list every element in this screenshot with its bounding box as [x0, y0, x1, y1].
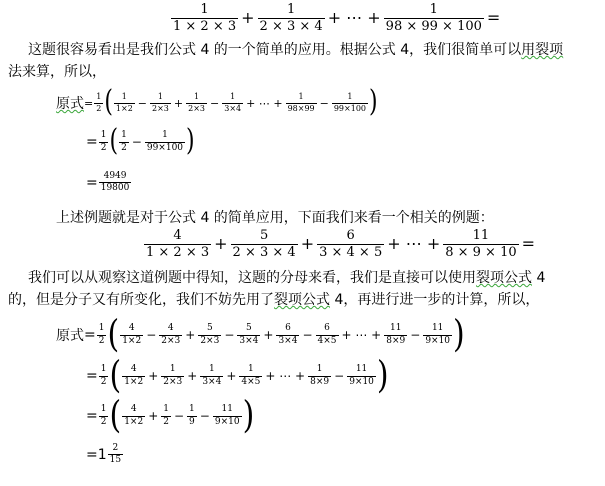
- numerator: 1: [157, 92, 163, 102]
- half: $\frac{1}{2}$: [100, 404, 107, 427]
- eq1-term-1: $\frac{1}{1 \times 2 \times 3}$: [173, 2, 237, 34]
- denominator: 2×3: [163, 376, 183, 387]
- operator: −: [334, 369, 345, 383]
- numerator: 4: [128, 323, 135, 334]
- denominator: 4×5: [241, 376, 261, 387]
- step-2-term-b: $\frac{1}{99\times 100}$: [146, 130, 184, 153]
- numerator: 1: [163, 404, 169, 415]
- half: $\frac{1}{2}$: [100, 364, 107, 387]
- fraction-term: [213, 405, 242, 427]
- fraction-term: [159, 324, 182, 346]
- operator: −: [210, 96, 220, 110]
- operator: −: [410, 328, 421, 342]
- fraction-term: [276, 324, 299, 346]
- operator: −: [199, 409, 210, 423]
- numerator: 5: [206, 323, 213, 334]
- fraction-term: [114, 93, 135, 113]
- step-4-terms: [119, 324, 453, 346]
- fraction-term: [122, 405, 145, 427]
- operator: +: [148, 369, 159, 383]
- numerator: 6: [285, 323, 291, 334]
- denominator: 2×3: [152, 103, 169, 113]
- numerator: 1: [169, 364, 176, 375]
- step-6: = $\frac{1}{2}$ ( $\frac{4}{1\times 2}$ + $\frac{1}{2}$ − $\frac{1}{9}$ − $\frac{11}{9\times 10}$ ): [86, 393, 255, 438]
- step-4: 原式 = $\frac{1}{2}$ ( $\frac{4}{1\times 2}$ − $\frac{4}{2\times 3}$ + $\frac{5}{2\times 3}$ − $\frac{5}{3\times 4}$ + $\frac{6}{3\times 4}$ − $\frac{6}{4\times 5}$ + ⋯ + $\frac{11}{8\times 9}$ − $\frac{11}{9\times 10}$ ): [56, 312, 465, 357]
- denominator: 3×4: [224, 103, 242, 113]
- eq2-term-1: $\frac{4}{1 \times 2 \times 3}$: [146, 228, 210, 260]
- numerator: 1: [121, 92, 127, 102]
- numerator: 1: [347, 92, 353, 102]
- denominator: 4×5: [317, 335, 337, 346]
- denominator: 9×10: [425, 335, 451, 346]
- operator: −: [302, 328, 313, 342]
- fraction-term: [120, 324, 143, 346]
- denominator: 9: [189, 416, 195, 427]
- fraction-term: [122, 365, 145, 387]
- denominator: 2×3: [200, 335, 220, 346]
- operator: + ⋯ +: [265, 369, 306, 383]
- operator: +: [173, 96, 184, 110]
- numerator: 1: [316, 364, 323, 375]
- operator: −: [173, 409, 185, 423]
- eq2-term-3: $\frac{6}{3 \times 4 \times 5}$: [319, 228, 383, 260]
- half: $\frac{1}{2}$: [96, 92, 102, 113]
- paragraph-3-line-1: 我们可以从观察这道例题中得知，这题的分母来看，我们是直接可以使用裂项公式 4: [28, 270, 546, 286]
- fraction-term: [187, 405, 197, 427]
- operator: +: [263, 328, 274, 342]
- denominator: 1×2: [115, 103, 133, 113]
- numerator: 1: [230, 92, 236, 102]
- fraction-term: [222, 93, 243, 113]
- paragraph-1-line-2: 法来算，所以，: [8, 64, 106, 80]
- numerator: 4: [130, 404, 137, 415]
- fraction-term: [308, 365, 331, 387]
- operator: +: [148, 409, 159, 423]
- half: $\frac{1}{2}$: [100, 130, 107, 153]
- numerator: 11: [221, 404, 233, 415]
- denominator: 99×100: [333, 103, 366, 113]
- fraction-term: [186, 93, 207, 113]
- operator: + ⋯ +: [341, 328, 382, 342]
- fraction-term: [161, 405, 171, 427]
- fraction-term: [239, 365, 262, 387]
- fraction-term: [150, 93, 171, 113]
- denominator: 8×9: [310, 376, 330, 387]
- step-6-terms: [121, 405, 242, 427]
- denominator: 3×4: [202, 376, 222, 387]
- eq2-term-2: $\frac{5}{2 \times 3 \times 4}$: [232, 228, 296, 260]
- fraction-term: [161, 365, 184, 387]
- numerator: 1: [189, 404, 195, 415]
- fraction-term: [198, 324, 221, 346]
- numerator: 6: [324, 323, 330, 334]
- denominator: 2: [163, 416, 169, 427]
- denominator: 9×10: [214, 416, 240, 427]
- denominator: 8×9: [386, 335, 406, 346]
- denominator: 1×2: [124, 416, 144, 427]
- operator: +: [187, 369, 198, 383]
- numerator: 11: [355, 364, 368, 375]
- fraction-term: [384, 324, 407, 346]
- operator: −: [146, 328, 157, 342]
- operator: −: [319, 96, 329, 110]
- paragraph-1-line-1: 这题很容易看出是我们公式 4 的一个简单的应用。根据公式 4，我们很简单可以用裂项: [28, 42, 564, 58]
- step-7-fraction: $\frac{2}{15}$: [109, 443, 122, 466]
- fraction-term: [347, 365, 376, 387]
- fraction-term: [286, 93, 317, 113]
- numerator: 4: [167, 323, 174, 334]
- numerator: 1: [298, 92, 304, 102]
- denominator: 1×2: [122, 335, 142, 346]
- denominator: 2×3: [161, 335, 181, 346]
- step-3: = $\frac{4949}{19800}$: [86, 171, 130, 194]
- operator: + ⋯ +: [246, 96, 283, 110]
- fraction-term: [237, 324, 260, 346]
- denominator: 1×2: [124, 376, 144, 387]
- equation-1: $\frac{1}{1 \times 2 \times 3}$ + $\frac{1}{2 \times 3 \times 4}$ + ⋯ + $\frac{1}{98 \times 99 \times 100}$ =: [173, 2, 501, 34]
- half: $\frac{1}{2}$: [98, 323, 105, 346]
- step-5: = $\frac{1}{2}$ ( $\frac{4}{1\times 2}$ + $\frac{1}{2\times 3}$ + $\frac{1}{3\times 4}$ + $\frac{1}{4\times 5}$ + ⋯ + $\frac{1}{8\times 9}$ − $\frac{11}{9\times 10}$ ): [86, 353, 389, 398]
- step-1-terms: [113, 93, 369, 113]
- denominator: 98×99: [287, 103, 315, 113]
- operator: +: [226, 369, 237, 383]
- numerator: 1: [208, 364, 215, 375]
- numerator: 1: [194, 92, 200, 102]
- numerator: 4: [130, 364, 137, 375]
- paragraph-2: 上述例题就是对于公式 4 的简单应用，下面我们来看一个相关的例题：: [56, 210, 494, 226]
- fraction-term: [316, 324, 339, 346]
- numerator: 11: [431, 323, 444, 334]
- operator: +: [185, 328, 196, 342]
- step-3-result: $\frac{4949}{19800}$: [100, 171, 130, 194]
- numerator: 11: [390, 323, 402, 334]
- eq2-term-4: $\frac{11}{8 \times 9 \times 10}$: [445, 228, 517, 260]
- numerator: 5: [246, 323, 252, 334]
- fraction-term: [332, 93, 368, 113]
- numerator: 1: [248, 364, 254, 375]
- step-2: = $\frac{1}{2}$ ( $\frac{1}{2}$ − $\frac{1}{99\times 100}$ ): [86, 124, 195, 159]
- eq1-term-3: $\frac{1}{98 \times 99 \times 100}$: [385, 2, 482, 34]
- fraction-term: [423, 324, 452, 346]
- step-1: 原式 = $\frac{1}{2}$ ( $\frac{1}{1\times 2}$ − $\frac{1}{2\times 3}$ + $\frac{1}{2\times 3}$ − $\frac{1}{3\times 4}$ + ⋯ + $\frac{1}{98\times 99}$ − $\frac{1}{99\times 100}$ ): [56, 85, 378, 120]
- fraction-term: [200, 365, 223, 387]
- denominator: 2×3: [188, 103, 206, 113]
- step-5-terms: [121, 365, 377, 387]
- denominator: 3×4: [239, 335, 259, 346]
- eq1-term-2: $\frac{1}{2 \times 3 \times 4}$: [259, 2, 323, 34]
- paragraph-3-line-2: 的，但是分子又有所变化，我们不妨先用了裂项公式 4，再进行进一步的计算，所以，: [8, 292, 540, 308]
- equation-2: $\frac{4}{1 \times 2 \times 3}$ + $\frac{5}{2 \times 3 \times 4}$ + $\frac{6}{3 \times 4 \times 5}$ + ⋯ + $\frac{11}{8 \times 9 \times 10}$ =: [146, 228, 536, 260]
- denominator: 3×4: [278, 335, 298, 346]
- denominator: 9×10: [349, 376, 374, 387]
- operator: −: [224, 328, 235, 342]
- operator: −: [137, 96, 148, 110]
- step-2-term-a: $\frac{1}{2}$: [121, 130, 127, 153]
- step-7: = 1 $\frac{2}{15}$: [86, 443, 122, 466]
